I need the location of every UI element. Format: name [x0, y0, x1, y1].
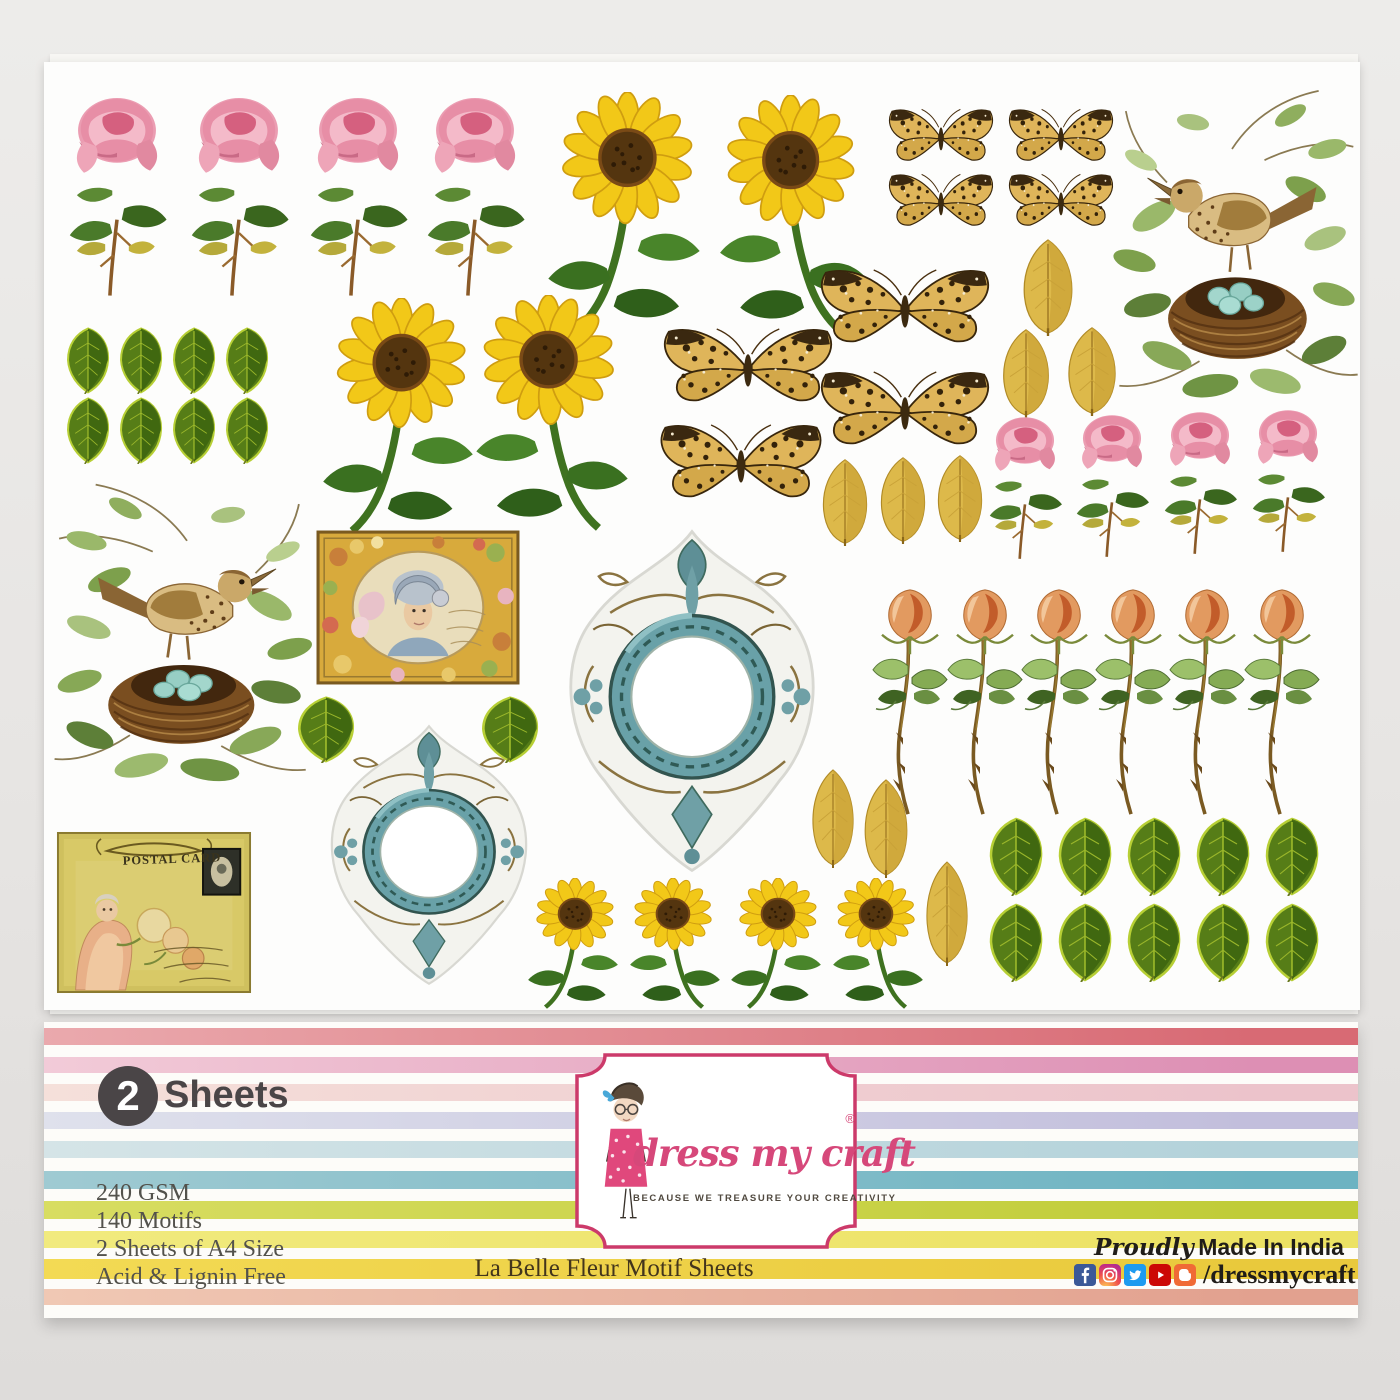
- butterfly-motif: [813, 363, 997, 453]
- green-leaf-motif: [117, 326, 165, 394]
- orange-rosebud-motif: [1019, 584, 1099, 818]
- pink-rose-motif: [58, 88, 176, 300]
- yellow-leaf-motif: [996, 328, 1056, 418]
- sunflower-motif: [313, 298, 483, 536]
- ornate-frame-motif: [316, 722, 542, 988]
- sunflower-motif: [522, 878, 624, 1010]
- product-title: La Belle Fleur Motif Sheets: [474, 1255, 754, 1282]
- green-leaf-motif: [986, 816, 1046, 896]
- spec-size: 2 Sheets of A4 Size: [96, 1236, 284, 1262]
- green-leaf-motif: [170, 326, 218, 394]
- green-leaf-motif: [1055, 816, 1115, 896]
- pink-rose-motif: [180, 88, 298, 300]
- green-leaf-motif: [1262, 902, 1322, 982]
- pink-rose-motif: [981, 410, 1069, 562]
- orange-rosebud-motif: [1093, 584, 1173, 818]
- butterfly-motif: [1004, 168, 1118, 232]
- green-leaf-motif: [1124, 816, 1184, 896]
- gypsy-postcard-motif: [316, 530, 520, 685]
- green-leaf-motif: [223, 326, 271, 394]
- postal-card-title: POSTAL CARD: [122, 850, 222, 868]
- spec-acid-free: Acid & Lignin Free: [96, 1264, 286, 1290]
- facebook-icon: [1074, 1264, 1096, 1286]
- pink-rose-motif: [299, 88, 417, 300]
- pink-rose-motif: [1068, 408, 1156, 560]
- registered-mark: ®: [845, 1111, 855, 1126]
- blogger-icon: [1174, 1264, 1196, 1286]
- green-leaf-motif: [1193, 816, 1253, 896]
- social-handle: /dressmycraft: [1203, 1260, 1356, 1289]
- yellow-leaf-motif: [1016, 238, 1080, 336]
- packaging-strip: [44, 1022, 1358, 1318]
- butterfly-motif: [813, 261, 997, 351]
- green-leaf-motif: [170, 396, 218, 464]
- butterfly-motif: [884, 103, 998, 167]
- sunflower-motif: [466, 295, 638, 533]
- spec-gsm: 240 GSM: [96, 1180, 191, 1206]
- yellow-leaf-motif: [874, 456, 932, 544]
- green-leaf-motif: [64, 326, 112, 394]
- social-media-row: [1074, 1262, 1356, 1288]
- orange-rosebud-motif: [1242, 584, 1322, 818]
- sheet-count-label: Sheets: [164, 1074, 289, 1116]
- pink-rose-motif: [1156, 405, 1244, 557]
- butterfly-motif: [653, 416, 829, 506]
- brand-plaque: [575, 1053, 915, 1249]
- sunflower-motif: [725, 878, 827, 1010]
- brand-name: dress my craft: [633, 1131, 915, 1175]
- orange-rosebud-motif: [1167, 584, 1247, 818]
- yellow-leaf-motif: [806, 768, 860, 868]
- brand-tagline: BECAUSE WE TREASURE YOUR CREATIVITY: [633, 1193, 897, 1204]
- orange-rosebud-motif: [945, 584, 1025, 818]
- yellow-leaf-motif: [858, 778, 914, 878]
- made-in-rest: Made In India: [1198, 1234, 1344, 1260]
- made-in-india-label: [1084, 1234, 1354, 1261]
- bird-nest-motif: [1102, 82, 1362, 417]
- made-in-script-word: Proudly: [1094, 1234, 1194, 1261]
- twitter-icon: [1124, 1264, 1146, 1286]
- butterfly-motif: [884, 168, 998, 232]
- green-leaf-motif: [223, 396, 271, 464]
- packaging-stripe: [44, 1028, 1358, 1045]
- green-leaf-motif: [64, 396, 112, 464]
- pink-rose-motif: [1244, 403, 1332, 555]
- green-leaf-motif: [1193, 902, 1253, 982]
- green-leaf-motif: [117, 396, 165, 464]
- pink-rose-motif: [416, 88, 534, 300]
- ornate-frame-motif: [551, 526, 833, 876]
- green-leaf-motif: [1124, 902, 1184, 982]
- youtube-icon: [1149, 1264, 1171, 1286]
- instagram-icon: [1099, 1264, 1121, 1286]
- sunflower-motif: [827, 878, 929, 1010]
- butterfly-motif: [1004, 103, 1118, 167]
- packaging-stripe: [44, 1289, 1358, 1305]
- yellow-leaf-motif: [1061, 326, 1123, 416]
- sticker-sheet: [44, 62, 1360, 1010]
- sheet-count-badge: 2: [98, 1066, 158, 1126]
- green-leaf-motif: [1055, 902, 1115, 982]
- sunflower-motif: [624, 878, 726, 1010]
- spec-motifs: 140 Motifs: [96, 1208, 203, 1234]
- bird-nest-motif: [50, 476, 324, 800]
- green-leaf-motif: [986, 902, 1046, 982]
- green-leaf-motif: [1262, 816, 1322, 896]
